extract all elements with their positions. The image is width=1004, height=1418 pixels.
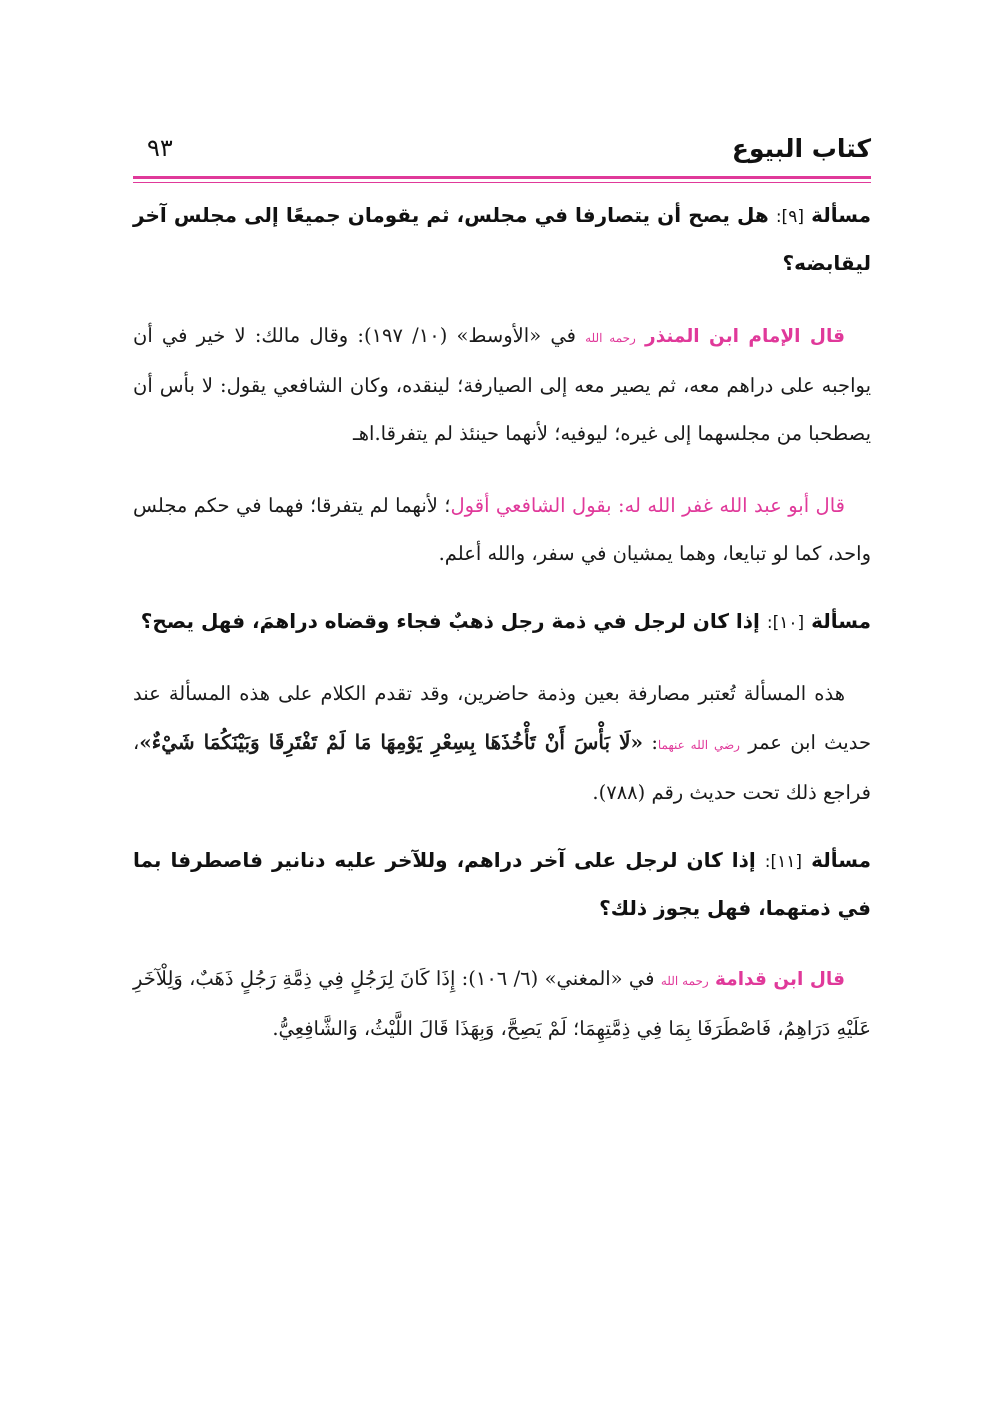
question-label: مسألة	[811, 848, 871, 872]
question-text: هل يصح أن يتصارفا في مجلس، ثم يقومان جميعًا إلى مجلس آخر ليقابضه؟	[133, 203, 871, 275]
speaker-name: قال الإمام ابن المنذر	[645, 326, 846, 347]
hadith-text: «لَا بَأْسَ أَنْ تَأْخُذَهَا بِسِعْرِ يَوْمِهَا مَا لَمْ تَفْتَرِقَا وَبَيْنَكُمَا شَيْءٌ»	[139, 730, 644, 754]
question-number: [١٠]:	[766, 613, 805, 633]
question-9	[133, 192, 871, 286]
question-text: إذا كان لرجل على آخر دراهم، وللآخر عليه دنانير فاصطرفا بما في ذمتهما، فهل يجوز ذلك؟	[133, 848, 871, 920]
question-10	[133, 598, 871, 646]
question-11	[133, 837, 871, 931]
paragraph-text: في «المغني» (٦/ ١٠٦): إِذَا كَانَ لِرَجُلٍ فِي ذِمَّةِ رَجُلٍ ذَهَبٌ، وَلِلْآخَرِ عَلَيْهِ دَرَاهِمُ، فَاصْطَرَفَا بِمَا فِي ذِمَّتِهِمَا؛ لَمْ يَصِحَّ، وَبِهَذَا قَالَ اللَّيْثُ، وَالشَّافِعِيُّ.	[133, 967, 871, 1040]
paragraph-ibn-almundhir	[133, 312, 871, 458]
speaker-name: قال أبو عبد الله غفر الله له: بقول الشافعي أقول	[450, 494, 845, 517]
question-text: إذا كان لرجل في ذمة رجل ذهبٌ فجاء وقضاه دراهمَ، فهل يصح؟	[140, 609, 760, 633]
header-rule-thick	[133, 176, 871, 179]
paragraph-text: في «الأوسط» (١٠/ ١٩٧): وقال مالك: لا خير في أن يواجبه على دراهم معه، ثم يصير معه إلى الصيارفة؛ لينقده، وكان الشافعي يقول: لا بأس أن يصطحبا من مجلسهما إلى غيره؛ ليوفيه؛ لأنهما حينئذ لم يتفرقا.اهـ	[133, 324, 871, 445]
question-label: مسألة	[811, 609, 871, 633]
question-number: [٩]:	[775, 207, 804, 227]
speaker-name: قال ابن قدامة	[715, 969, 845, 990]
page-number: ٩٣	[147, 134, 173, 162]
honorific-mark: رحمه الله	[660, 974, 709, 988]
paragraph-text: ؛ لأنهما لم يتفرقا؛ فهما في حكم مجلس واحد، كما لو تبايعا، وهما يمشيان في سفر، والله أعلم.	[133, 494, 871, 565]
question-label: مسألة	[811, 203, 871, 227]
honorific-mark: رحمه الله	[585, 331, 636, 345]
header-rule-thin	[133, 182, 871, 183]
question-number: [١١]:	[764, 852, 803, 872]
page-content	[133, 192, 871, 1053]
paragraph-author-opinion	[133, 482, 871, 578]
chapter-title: كتاب البيوع	[731, 134, 871, 163]
paragraph-ibn-qudama	[133, 955, 871, 1053]
paragraph-tail: ، فراجع ذلك تحت حديث رقم (٧٨٨).	[133, 731, 871, 804]
page-header	[133, 128, 871, 172]
honorific-mark: رضي الله عنهما	[657, 738, 740, 752]
paragraph-text: هذه المسألة تُعتبر مصارفة بعين وذمة حاضرين، وقد تقدم الكلام على هذه المسألة عند حديث ابن عمر	[133, 682, 872, 754]
paragraph-musarafa	[133, 670, 871, 817]
paragraph-punct: :	[651, 731, 658, 754]
